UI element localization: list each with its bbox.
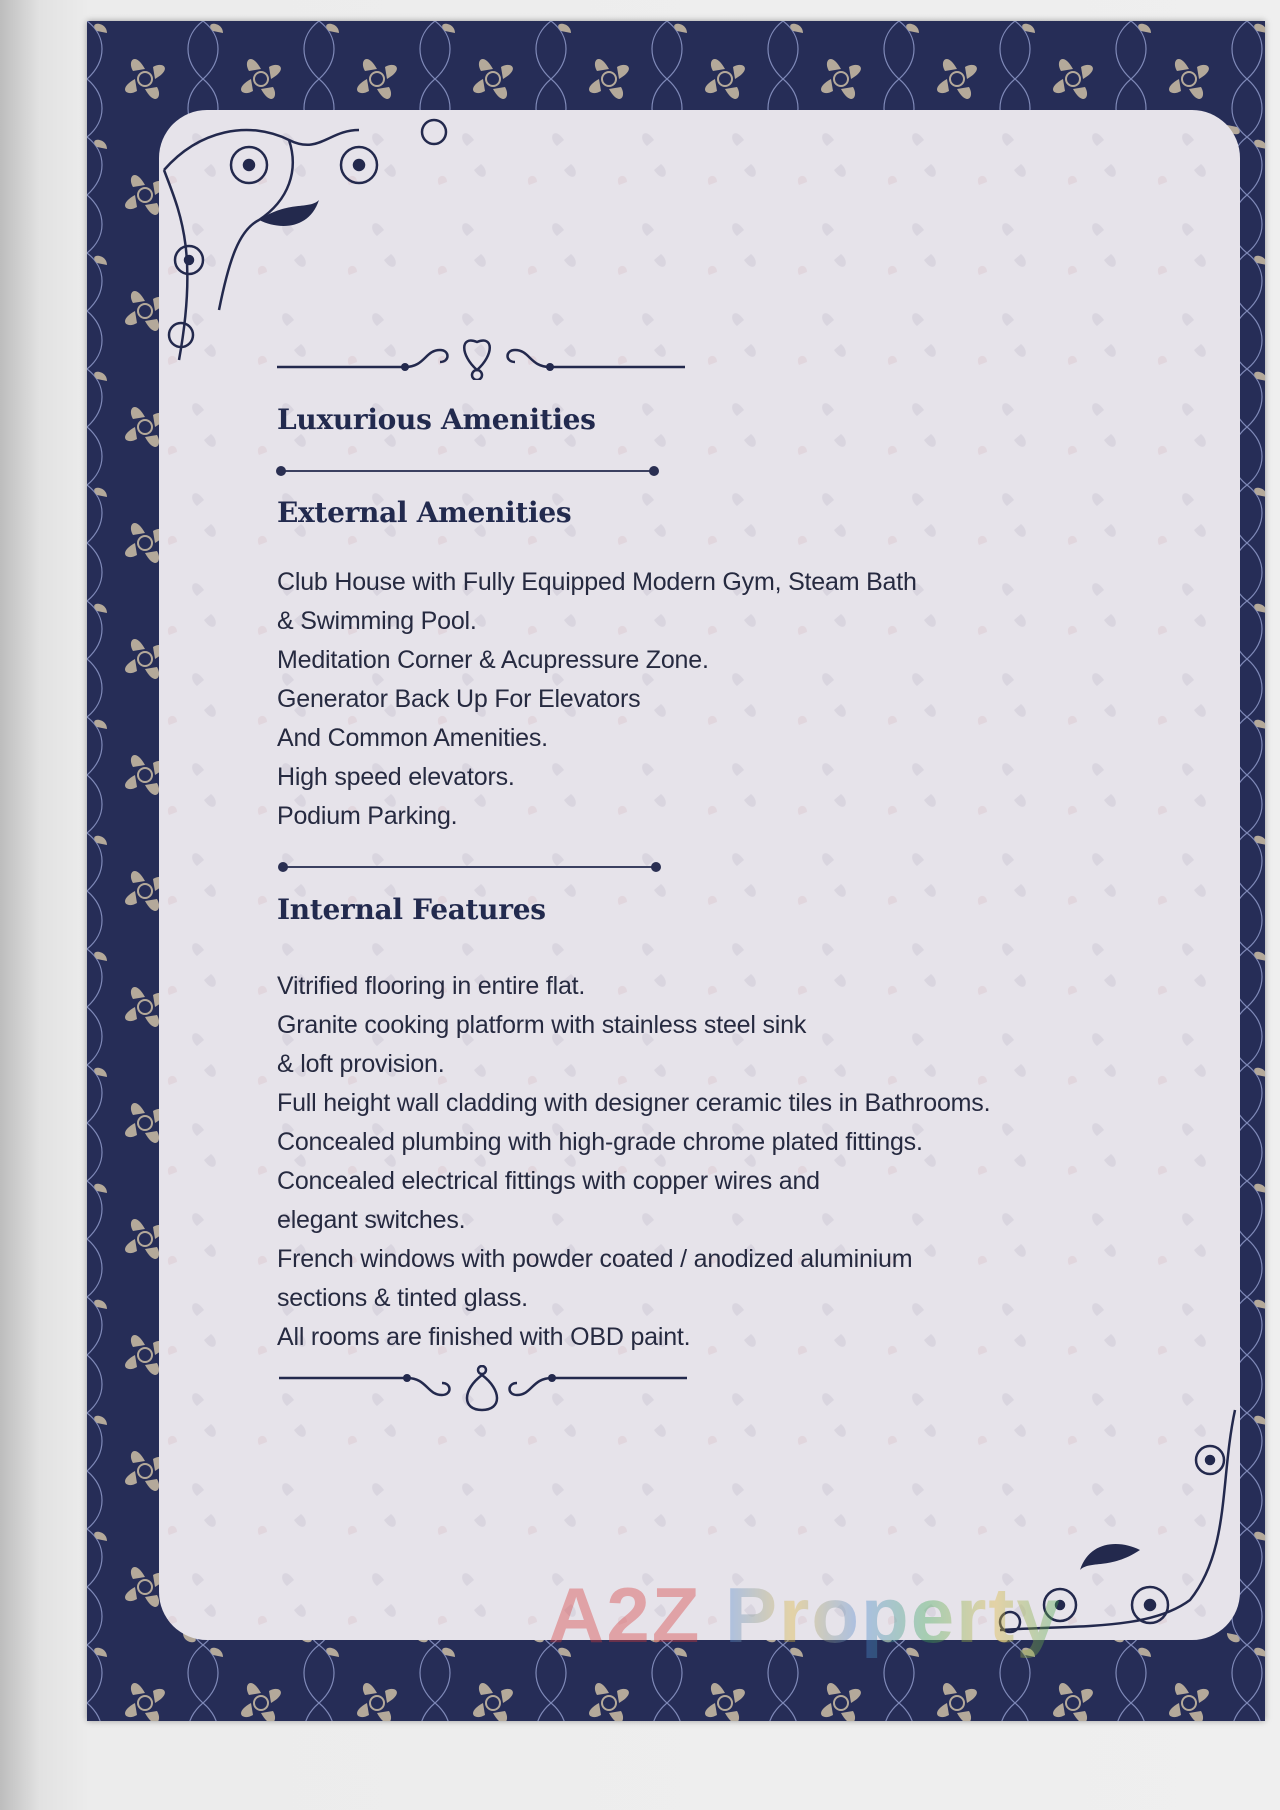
external-amenities-list (277, 563, 917, 836)
list-item: elegant switches. (277, 1206, 466, 1234)
list-item: & Swimming Pool. (277, 607, 477, 635)
section-divider (280, 470, 655, 472)
list-item: Concealed electrical fittings with copper wires and (277, 1167, 820, 1195)
list-item: Vitrified flooring in entire flat. (277, 972, 586, 1000)
list-item: Full height wall cladding with designer ceramic tiles in Bathrooms. (277, 1089, 991, 1117)
top-ornamental-divider-icon (275, 320, 687, 380)
watermark-part1: A2Z (548, 1571, 702, 1659)
internal-features-heading: Internal Features (277, 893, 546, 926)
list-item: Meditation Corner & Acupressure Zone. (277, 646, 709, 674)
bottom-ornamental-divider-icon (277, 1365, 689, 1425)
list-item: High speed elevators. (277, 763, 515, 791)
external-amenities-heading: External Amenities (277, 496, 572, 529)
list-item: Podium Parking. (277, 802, 458, 830)
list-item: Concealed plumbing with high-grade chrome plated fittings. (277, 1128, 923, 1156)
list-item: Club House with Fully Equipped Modern Gym, Steam Bath (277, 568, 917, 596)
list-item: & loft provision. (277, 1050, 445, 1078)
internal-features-list (277, 967, 990, 1357)
watermark-part2: Property (725, 1571, 1062, 1659)
list-item: Granite cooking platform with stainless steel sink (277, 1011, 807, 1039)
list-item: Generator Back Up For Elevators (277, 685, 641, 713)
section-divider (282, 866, 657, 868)
page-title: Luxurious Amenities (277, 403, 596, 436)
list-item: All rooms are finished with OBD paint. (277, 1323, 691, 1351)
list-item: sections & tinted glass. (277, 1284, 528, 1312)
list-item: French windows with powder coated / anodized aluminium (277, 1245, 913, 1273)
list-item: And Common Amenities. (277, 724, 548, 752)
a2z-property-watermark (548, 1570, 1062, 1661)
